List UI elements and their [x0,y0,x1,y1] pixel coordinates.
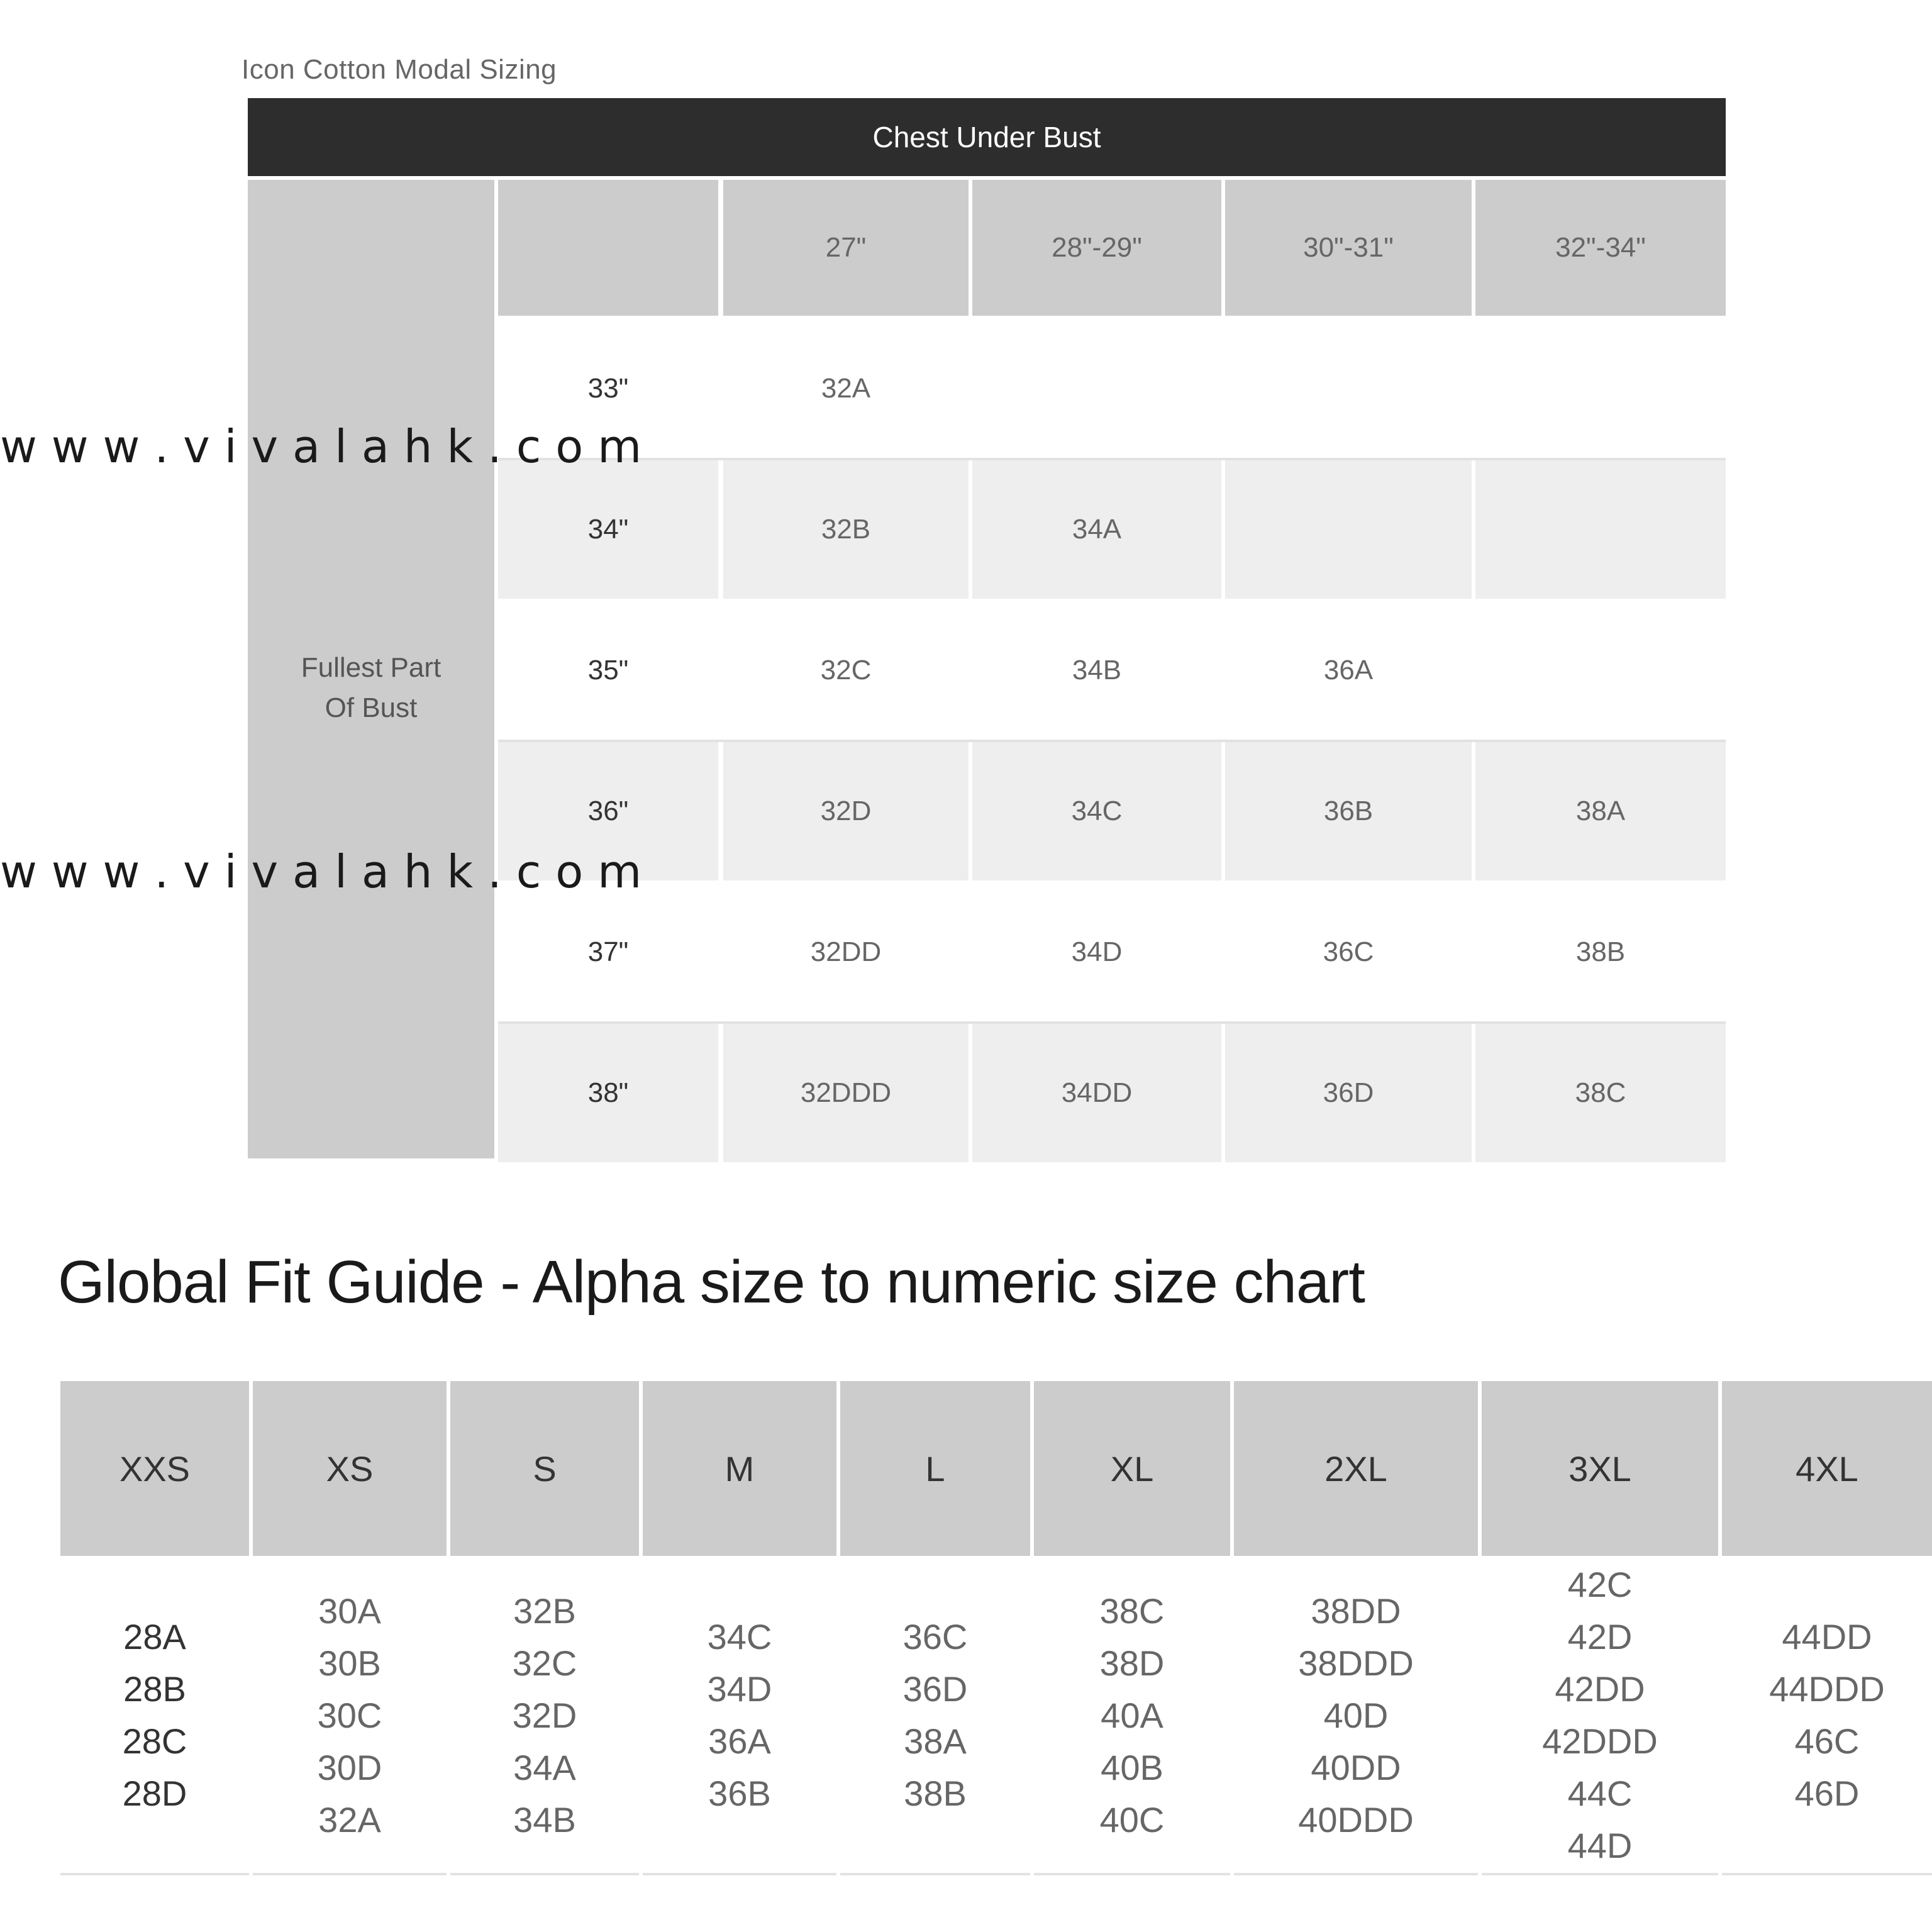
numeric-sizes-cell [1482,1560,1718,1870]
under-bust-column-header: 30"-31" [1225,180,1472,316]
numeric-size: 30C [317,1695,382,1735]
numeric-size: 38A [904,1721,967,1761]
numeric-size: 38C [1099,1591,1165,1631]
numeric-size: 32B [513,1591,576,1631]
bra-size-cell: 32D [723,742,969,880]
numeric-size: 28D [122,1774,187,1813]
alpha-size-header: XL [1034,1381,1230,1556]
bra-size-cell: 34DD [972,1024,1221,1162]
numeric-size: 28B [123,1669,186,1709]
numeric-size: 46C [1794,1721,1860,1761]
table-bottom-rule [1482,1873,1718,1875]
global-fit-guide-title: Global Fit Guide - Alpha size to numeric size chart [58,1248,1365,1316]
numeric-size: 42C [1567,1565,1633,1604]
numeric-size: 36C [902,1617,968,1657]
alpha-size-header: M [643,1381,836,1556]
table-bottom-rule [1234,1873,1478,1875]
under-bust-column-header: 27" [723,180,969,316]
bra-size-cell [1475,460,1726,599]
numeric-size: 40B [1101,1747,1163,1787]
under-bust-column-header: 28"-29" [972,180,1221,316]
bra-size-cell: 38B [1575,936,1626,967]
numeric-size: 34C [707,1617,772,1657]
table-bottom-rule [60,1873,249,1875]
numeric-size: 32C [512,1643,577,1683]
bra-size-cell [1475,601,1726,740]
bra-size-cell: 36B [1225,742,1472,880]
alpha-size-header: 2XL [1234,1381,1478,1556]
numeric-size: 34D [707,1669,772,1709]
bra-size-cell: 34B [1072,655,1122,686]
table-bottom-rule [643,1873,836,1875]
alpha-size-header: 4XL [1722,1381,1932,1556]
bra-size-cell [1225,460,1472,599]
numeric-size: 44D [1567,1826,1633,1865]
numeric-sizes-cell [840,1560,1030,1870]
fullest-part-of-bust-label [248,180,494,1158]
table-bottom-rule [1722,1873,1932,1875]
numeric-sizes-cell [253,1560,447,1870]
numeric-size: 40DDD [1298,1799,1414,1840]
numeric-size: 32A [318,1799,381,1840]
numeric-size: 36A [708,1721,771,1761]
side-label-text: Fullest Part Of Bust [301,652,441,723]
numeric-sizes-cell [1034,1560,1230,1870]
bust-measurement-cell: 33" [587,373,629,404]
numeric-size: 34B [513,1799,576,1840]
numeric-size: 38B [904,1774,967,1813]
numeric-size: 38DD [1311,1591,1401,1631]
numeric-size: 40DD [1311,1747,1401,1787]
bra-size-cell: 36D [1225,1024,1472,1162]
bra-size-cell: 36A [1323,655,1374,686]
table-bottom-rule [1034,1873,1230,1875]
bust-measurement-cell: 34" [498,460,718,599]
bra-size-cell: 34D [1071,936,1123,967]
table-bottom-rule [840,1873,1030,1875]
bust-measurement-cell: 37" [587,936,629,967]
numeric-size: 44C [1567,1774,1633,1813]
numeric-size: 36D [902,1669,968,1709]
under-bust-column-header [498,180,718,316]
bra-size-cell: 34A [972,460,1221,599]
alpha-size-header: L [840,1381,1030,1556]
watermark: w w w . v i v a l a h k . c o m [0,845,642,898]
bra-size-cell: 36C [1323,936,1374,967]
numeric-size: 30B [318,1643,381,1683]
bra-size-cell: 32DDD [723,1024,969,1162]
numeric-sizes-cell [450,1560,639,1870]
bra-size-chart [248,98,1726,1158]
bra-size-cell: 34C [972,742,1221,880]
bra-size-cell: 38A [1475,742,1726,880]
table-bottom-rule [450,1873,639,1875]
bust-measurement-cell: 38" [498,1024,718,1162]
numeric-size: 38DDD [1298,1643,1414,1683]
numeric-size: 42D [1567,1617,1633,1657]
bra-size-cell: 32DD [810,936,882,967]
bra-size-cell: 32A [821,373,871,404]
bust-measurement-cell: 35" [587,655,629,686]
alpha-size-header: XS [253,1381,447,1556]
numeric-size: 40D [1323,1695,1389,1735]
watermark: w w w . v i v a l a h k . c o m [0,420,642,473]
numeric-size: 36B [708,1774,771,1813]
numeric-size: 42DDD [1542,1721,1658,1761]
numeric-size: 28C [122,1721,187,1761]
alpha-size-header: 3XL [1482,1381,1718,1556]
numeric-size: 46D [1794,1774,1860,1813]
numeric-size: 30A [318,1591,381,1631]
bra-size-cell [972,319,1221,458]
numeric-size: 34A [513,1747,576,1787]
numeric-size: 44DDD [1769,1669,1885,1709]
numeric-size: 40A [1101,1695,1163,1735]
under-bust-column-header: 32"-34" [1475,180,1726,316]
numeric-sizes-cell [60,1560,249,1870]
numeric-size: 40C [1099,1799,1165,1840]
numeric-sizes-cell [643,1560,836,1870]
alpha-size-header: S [450,1381,639,1556]
numeric-size: 44DD [1782,1617,1872,1657]
bra-size-cell: 32C [820,655,872,686]
numeric-size: 38D [1099,1643,1165,1683]
bra-size-cell [1225,319,1472,458]
bra-size-cell: 32B [723,460,969,599]
numeric-sizes-cell [1234,1560,1478,1870]
numeric-sizes-cell [1722,1560,1932,1870]
table-bottom-rule [253,1873,447,1875]
bra-size-cell [1475,319,1726,458]
numeric-size: 28A [123,1617,186,1657]
numeric-size: 32D [512,1695,577,1735]
numeric-size: 42DD [1555,1669,1645,1709]
bra-size-cell: 38C [1475,1024,1726,1162]
bust-measurement-cell: 36" [498,742,718,880]
chest-under-bust-header: Chest Under Bust [248,98,1726,176]
numeric-size: 30D [317,1747,382,1787]
chart-caption: Icon Cotton Modal Sizing [242,54,557,85]
alpha-size-header: XXS [60,1381,249,1556]
